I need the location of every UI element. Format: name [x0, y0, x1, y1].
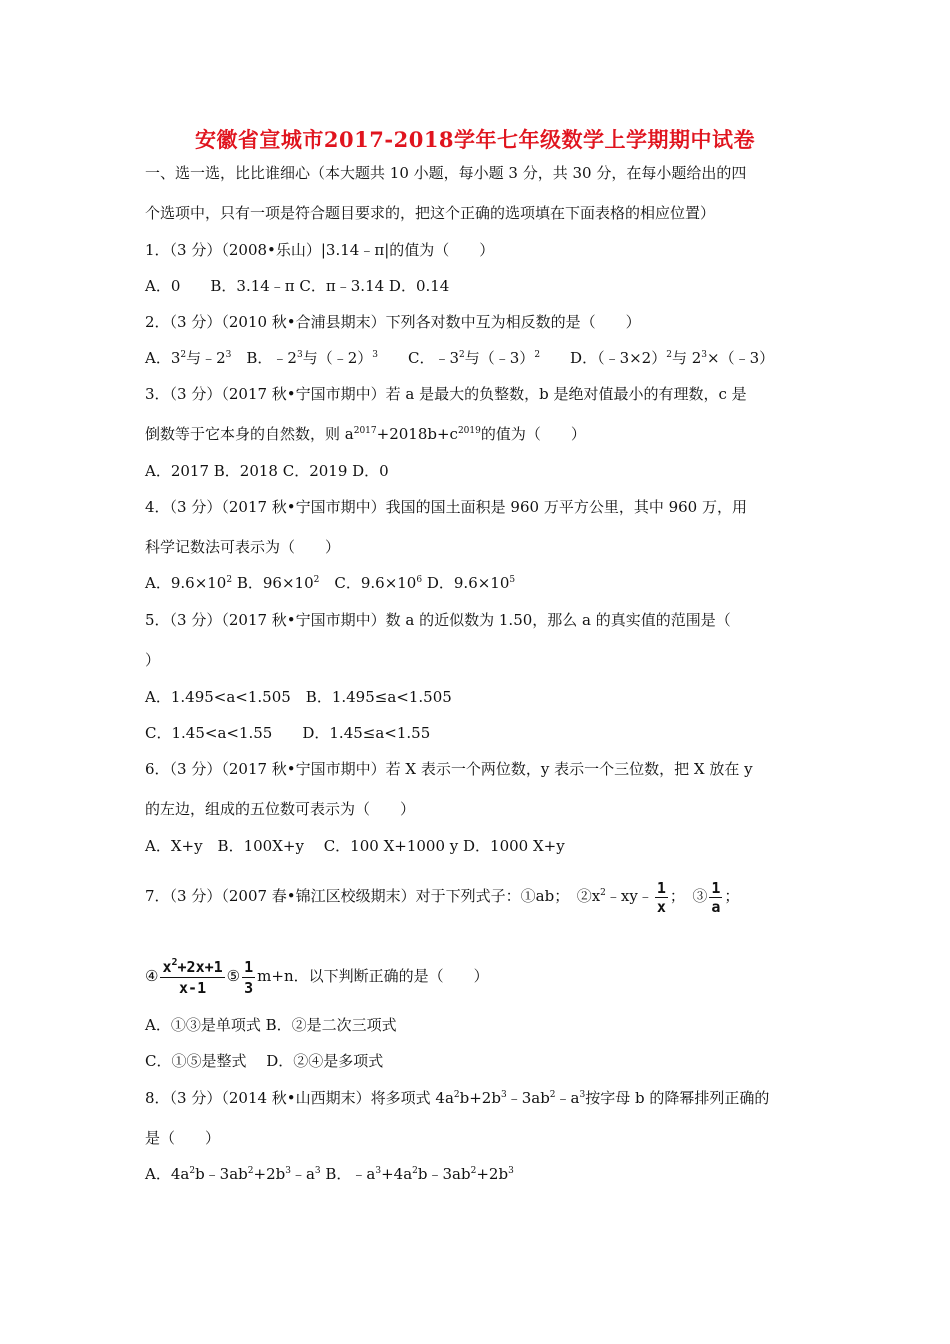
question-3-options: A．2017 B．2018 C．2019 D．0: [145, 462, 389, 480]
question-8-stem-line-1: 8．（3 分）（2014 秋•山西期末）将多项式 $4a^2b+2b^3﹣3ab^2﹣a^3$按字母 b 的降幂排列正确的: [145, 1089, 770, 1107]
fraction-1-over-3: $\frac{1}{3}$: [244, 957, 254, 997]
exam-title: 安徽省宣城市2017-2018学年七年级数学上学期期中试卷: [194, 127, 756, 152]
question-4-options: A．$9.6\times 10^2$ B．$96\times 10^2$ C．$9.6\times 10^6$ D．$9.6\times 10^5$: [145, 574, 516, 592]
question-8-options: A．$4a^2b﹣3ab^2+2b^3﹣a^3$ B．$﹣a^3+4a^2b﹣3ab^2+2b^3$: [145, 1165, 514, 1183]
question-7-stem-line-1: 7．（3 分）（2007 春•锦江区校级期末）对于下列式子：①ab； $②x^2﹣xy﹣$ $\frac{1}{x}$ ； ③ $\frac{1}{a}$ ；: [145, 878, 740, 916]
question-5-options-line-1: A．1.495<a<1.505 B．1.495≤a<1.505: [145, 688, 452, 706]
question-8-stem-line-2: 是（ ）: [145, 1129, 221, 1147]
question-6-stem-line-2: 的左边，组成的五位数可表示为（ ）: [145, 800, 416, 818]
question-3-stem-line-1: 3．（3 分）（2017 秋•宁国市期中）若 a 是最大的负整数，b 是绝对值最小的有理数，c 是: [145, 385, 747, 403]
question-7-stem-line-2: ④ $\frac{x^2+2x+1}{x-1}$ ⑤ $\frac{1}{3}$ m+n．以下判断正确的是（ ）: [145, 956, 489, 997]
fraction-1-over-x: $\frac{1}{x}$: [656, 878, 666, 916]
question-5-options-line-2: C．1.45<a<1.55 D．1.45≤a<1.55: [145, 724, 431, 742]
question-6-stem-line-1: 6．（3 分）（2017 秋•宁国市期中）若 X 表示一个两位数，y 表示一个三位数，把 X 放在 y: [145, 760, 753, 778]
question-7-options-line-2: C．①⑤是整式 D．②④是多项式: [145, 1052, 384, 1070]
question-7-options-line-1: A．①③是单项式 B．②是二次三项式: [145, 1016, 397, 1034]
question-2-options: A．$3^2$与$﹣2^3$ B．$﹣2^3$与（﹣2）$^3$ C．$﹣3^2$与（﹣3）$^2$ D．（﹣3×2）$^2$与 $2^3\times(﹣3)$: [145, 349, 775, 367]
question-1-stem: 1．（3 分）（2008•乐山）|3.14﹣π|的值为（ ）: [145, 241, 495, 259]
section-instruction-line-2: 个选项中，只有一项是符合题目要求的，把这个正确的选项填在下面表格的相应位置）: [145, 204, 716, 222]
section-instruction-line-1: 一、选一选，比比谁细心（本大题共 10 小题，每小题 3 分，共 30 分，在每小题给出的四: [145, 164, 747, 182]
question-1-options: A．0 B．3.14﹣π C．π﹣3.14 D．0.14: [145, 277, 450, 295]
question-5-stem-line-1: 5．（3 分）（2017 秋•宁国市期中）数 a 的近似数为 1.50，那么 a 的真实值的范围是（: [145, 611, 731, 629]
question-5-stem-line-2: ）: [145, 651, 161, 669]
question-6-options: A．X+y B．100X+y C．100 X+1000 y D．1000 X+y: [145, 837, 565, 855]
fraction-1-over-a: $\frac{1}{a}$: [711, 878, 721, 916]
question-4-stem-line-2: 科学记数法可表示为（ ）: [145, 538, 341, 556]
question-2-stem: 2．（3 分）（2010 秋•合浦县期末）下列各对数中互为相反数的是（ ）: [145, 313, 641, 331]
fraction-quadratic-over-linear: $\frac{x^2+2x+1}{x-1}$: [162, 956, 223, 997]
question-3-stem-line-2: 倒数等于它本身的自然数，则 $a^{2017}+2018b+c^{2019}$的值为（ ）: [145, 425, 586, 443]
question-4-stem-line-1: 4．（3 分）（2017 秋•宁国市期中）我国的国土面积是 960 万平方公里，其中 960 万，用: [145, 498, 747, 516]
